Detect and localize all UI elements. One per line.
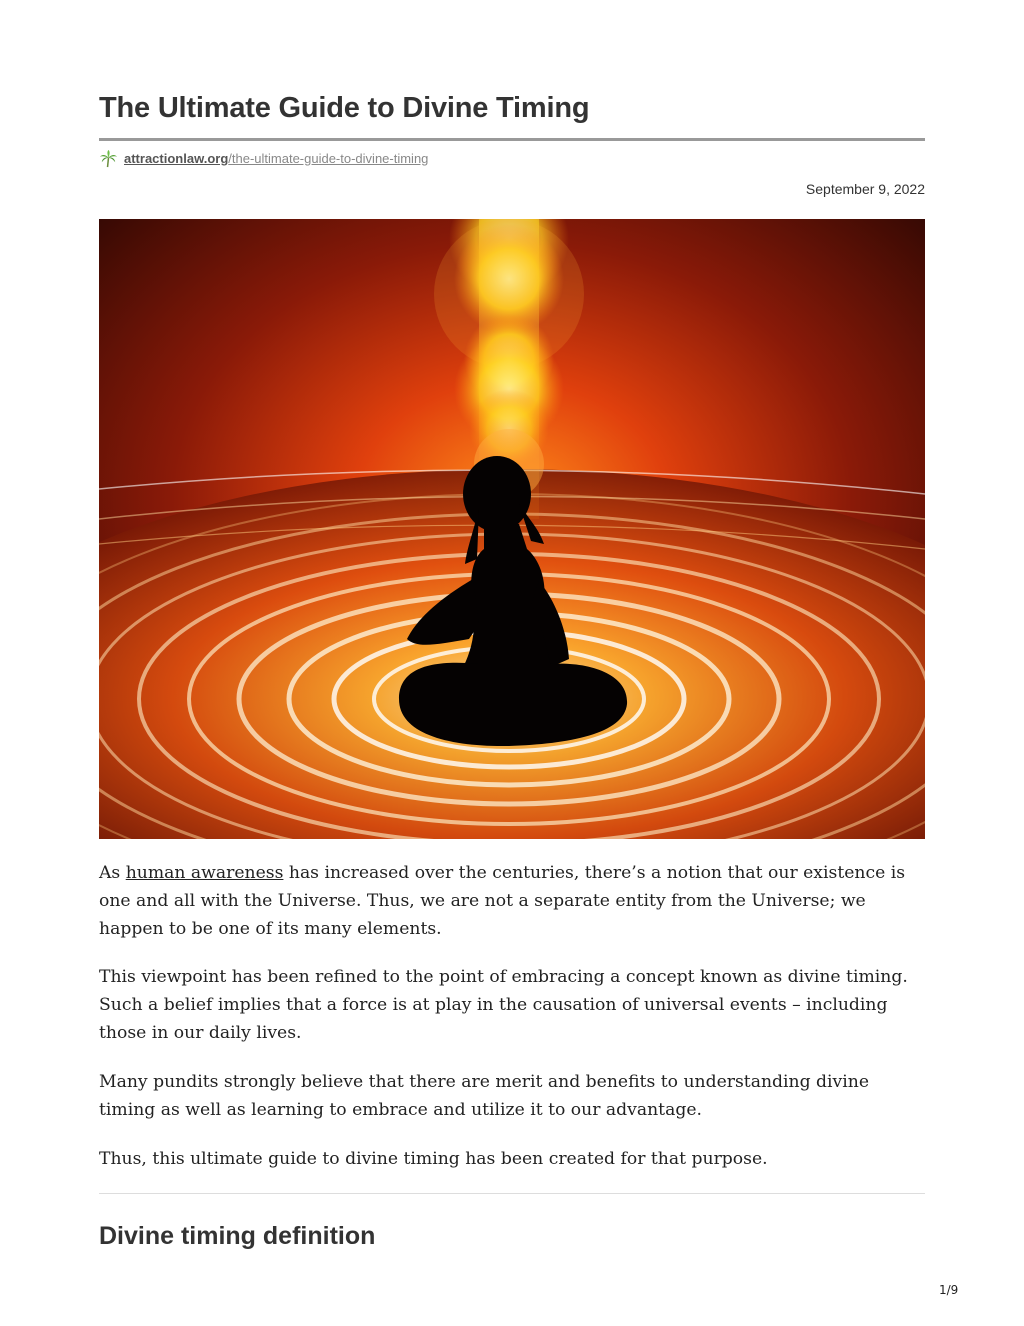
human-awareness-link[interactable]: human awareness — [125, 863, 284, 883]
paragraph-purpose: Thus, this ultimate guide to divine timing has been created for that purpose. — [99, 1149, 768, 1169]
source-domain[interactable]: attractionlaw.org — [124, 150, 229, 166]
section-heading: Divine timing definition — [99, 1222, 376, 1250]
page-number: 1/9 — [939, 1283, 959, 1297]
section-divider — [99, 1193, 925, 1194]
paragraph-viewpoint: This viewpoint has been refined to the point of embracing a concept known as divine timing. Such a belief implies that a force is at play in the causation of universal events – including those in our daily lives. — [99, 967, 908, 1043]
meditation-illustration — [99, 219, 925, 839]
page-title: The Ultimate Guide to Divine Timing — [99, 92, 590, 124]
hero-image — [99, 219, 925, 839]
paragraph-intro-rest: has increased over the centuries, there’s a notion that our existence is one and all with the Universe. Thus, we are not a separate entity from the Universe; we happen to be one of its many elements. — [99, 863, 906, 939]
paragraph-intro-lead: As — [99, 863, 126, 883]
paragraph-intro — [99, 859, 925, 943]
publish-date: September 9, 2022 — [805, 181, 925, 197]
palm-tree-icon — [99, 149, 118, 168]
source-link[interactable] — [99, 148, 428, 168]
source-path[interactable]: /the-ultimate-guide-to-divine-timing — [228, 150, 429, 166]
title-divider — [99, 138, 925, 141]
paragraph-pundits: Many pundits strongly believe that there are merit and benefits to understanding divine timing as well as learning to embrace and utilize it to our advantage. — [99, 1072, 870, 1120]
